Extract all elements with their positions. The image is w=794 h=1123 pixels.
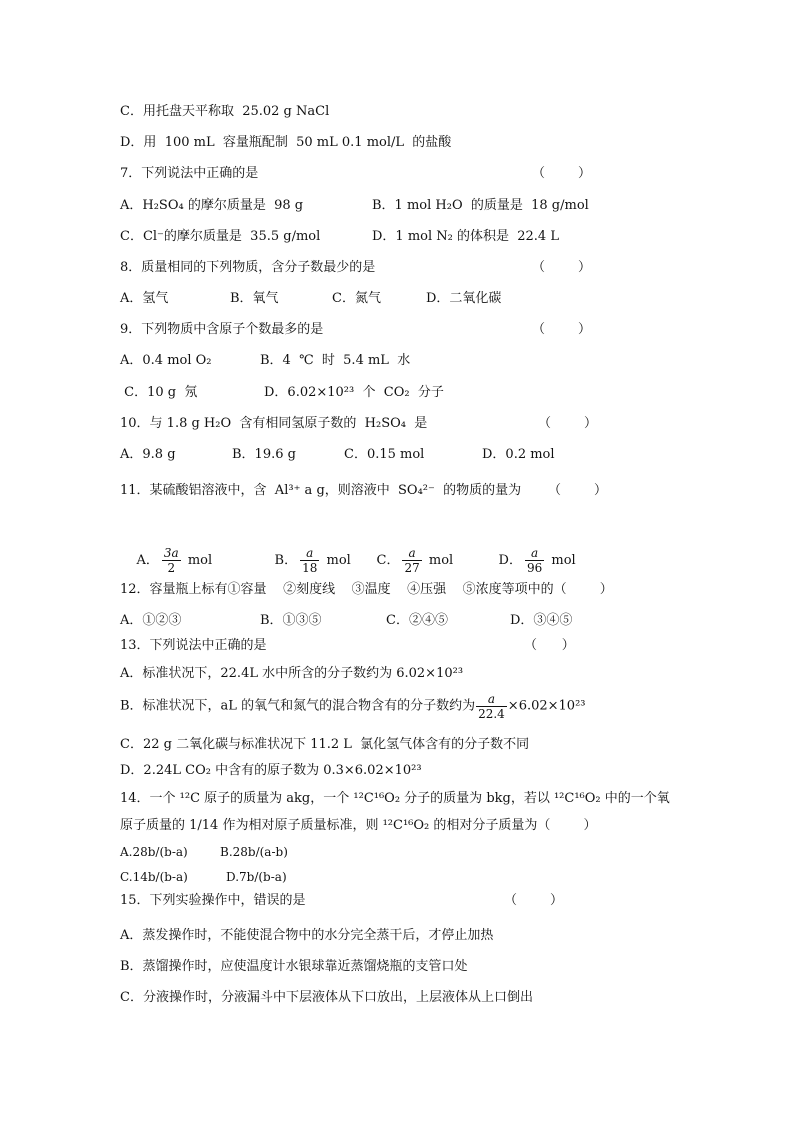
- numerator: 3a: [163, 546, 179, 560]
- option-line: [120, 989, 533, 1007]
- denominator: 96: [526, 561, 543, 575]
- unit: mol: [551, 553, 576, 568]
- option-row: [120, 868, 287, 886]
- option-a: A．H₂SO₄ 的摩尔质量是 98 g: [120, 198, 304, 213]
- question-text: 14．一个 ¹²C 原子的质量为 akg，一个 ¹²C¹⁶O₂ 分子的质量为 bkg，若以 ¹²C¹⁶O₂ 中的一个氧: [120, 791, 670, 806]
- question-12: [120, 581, 613, 599]
- option-b: B．氧气: [230, 291, 279, 306]
- option-text: A．蒸发操作时，不能使混合物中的水分完全蒸干后，才停止加热: [120, 928, 494, 943]
- option-c: C．10 g 氖: [120, 385, 198, 400]
- question-text: 7．下列说法中正确的是: [120, 166, 259, 181]
- option-row: [120, 446, 555, 464]
- option-line: [120, 736, 529, 754]
- option-line: [120, 134, 451, 152]
- option-d: D．二氧化碳: [426, 291, 502, 306]
- option-c: C．②④⑤: [386, 613, 448, 628]
- question-text: 10．与 1.8 g H₂O 含有相同氢原子数的 H₂SO₄ 是: [120, 416, 428, 431]
- option-c: C．Cl⁻的摩尔质量是 35.5 g/mol: [120, 229, 321, 244]
- question-15: [120, 892, 564, 910]
- fraction: [402, 546, 421, 575]
- unit: mol: [187, 553, 213, 568]
- answer-paren: （ ）: [532, 166, 592, 181]
- option-row: [120, 290, 502, 308]
- numerator: a: [300, 546, 319, 561]
- question-14-cont: [120, 817, 596, 835]
- answer-paren: （ ）: [538, 416, 598, 431]
- option-c: C．氮气: [332, 291, 381, 306]
- option-row: [120, 612, 573, 630]
- answer-paren: （ ）: [548, 483, 608, 498]
- option-b: B．1 mol H₂O 的质量是 18 g/mol: [372, 198, 589, 213]
- answer-paren: （ ）: [524, 638, 575, 653]
- option-row: [120, 384, 444, 402]
- option-b: B.28b/(a-b): [220, 845, 288, 859]
- option-d: D．0.2 mol: [482, 447, 555, 462]
- option-a: A．0.4 mol O₂: [120, 353, 212, 368]
- option-label: B．: [274, 553, 298, 568]
- answer-paren: （ ）: [532, 260, 592, 275]
- answer-paren: （ ）: [504, 893, 564, 908]
- fraction: [476, 692, 507, 721]
- question-text: 9．下列物质中含原子个数最多的是: [120, 322, 324, 337]
- numerator: a: [525, 546, 544, 561]
- unit: mol: [428, 553, 454, 568]
- option-line: [120, 692, 586, 728]
- question-9: [120, 321, 592, 339]
- option-d: D．③④⑤: [510, 613, 573, 628]
- option-c: C.14b/(b-a): [120, 870, 188, 884]
- option-b: B．4 ℃ 时 5.4 mL 水: [260, 353, 411, 368]
- question-10: [120, 415, 598, 433]
- option-c: C．0.15 mol: [344, 447, 425, 462]
- option-row: [120, 197, 589, 215]
- question-11: [120, 482, 608, 500]
- numerator: a: [476, 692, 507, 707]
- question-8: [120, 259, 592, 277]
- option-text: B．蒸馏操作时，应使温度计水银球靠近蒸馏烧瓶的支管口处: [120, 959, 468, 974]
- option-d: D．6.02×10²³ 个 CO₂ 分子: [264, 385, 444, 400]
- option-b: B．19.6 g: [232, 447, 296, 462]
- numerator: a: [402, 546, 421, 561]
- option-label: D．: [498, 553, 522, 568]
- fraction: [162, 546, 181, 575]
- question-14: [120, 790, 670, 808]
- option-text: A．标准状况下，22.4L 水中所含的分子数约为 6.02×10²³: [120, 666, 464, 681]
- denominator: 18: [302, 561, 318, 575]
- question-text: 原子质量的 1/14 作为相对原子质量标准，则 ¹²C¹⁶O₂ 的相对分子质量为（ ）: [120, 818, 597, 833]
- option-row: [120, 843, 288, 861]
- option-row: [120, 228, 559, 246]
- option-d: D.7b/(b-a): [226, 870, 287, 884]
- fraction: [300, 546, 319, 575]
- option-text: B．标准状况下，aL 的氧气和氮气的混合物含有的分子数约为: [120, 698, 476, 714]
- option-row: [120, 352, 411, 370]
- denominator: 27: [404, 561, 420, 575]
- fraction: [525, 546, 544, 575]
- option-text-tail: ×6.02×10²³: [507, 698, 586, 714]
- unit: mol: [326, 553, 351, 568]
- option-text: C．用托盘天平称取 25.02 g NaCl: [120, 104, 330, 119]
- denominator: 22.4: [478, 707, 505, 721]
- answer-paren: （ ）: [532, 322, 592, 337]
- option-line: [120, 958, 468, 976]
- option-text: C．分液操作时，分液漏斗中下层液体从下口放出，上层液体从上口倒出: [120, 990, 533, 1005]
- option-label: C．: [376, 553, 400, 568]
- question-13: [120, 637, 575, 655]
- option-text: C．22 g 二氧化碳与标准状况下 11.2 L 氯化氢气体含有的分子数不同: [120, 737, 530, 752]
- option-a: A．9.8 g: [120, 447, 176, 462]
- option-line: [120, 665, 463, 683]
- option-line: [120, 103, 329, 121]
- option-b: B．①③⑤: [260, 613, 322, 628]
- denominator: 2: [167, 561, 176, 575]
- question-text: 8．质量相同的下列物质，含分子数最少的是: [120, 260, 376, 275]
- option-line: [120, 762, 422, 780]
- option-a: A．①②③: [120, 613, 182, 628]
- question-text: 15．下列实验操作中，错误的是: [120, 893, 306, 908]
- option-text: D．2.24L CO₂ 中含有的原子数为 0.3×6.02×10²³: [120, 763, 422, 778]
- question-text: 12．容量瓶上标有①容量 ②刻度线 ③温度 ④压强 ⑤浓度等项中的（ ）: [120, 582, 613, 597]
- question-text: 11．某硫酸铝溶液中，含 Al³⁺ a g，则溶液中 SO₄²⁻ 的物质的量为: [120, 483, 522, 498]
- question-7: [120, 165, 592, 183]
- option-line: [120, 927, 493, 945]
- option-label: A．: [136, 553, 159, 568]
- option-a: A.28b/(b-a): [120, 845, 188, 859]
- option-text: D．用 100 mL 容量瓶配制 50 mL 0.1 mol/L 的盐酸: [120, 135, 452, 150]
- option-a: A．氢气: [120, 291, 169, 306]
- option-d: D．1 mol N₂ 的体积是 22.4 L: [372, 229, 559, 244]
- question-text: 13．下列说法中正确的是: [120, 638, 267, 653]
